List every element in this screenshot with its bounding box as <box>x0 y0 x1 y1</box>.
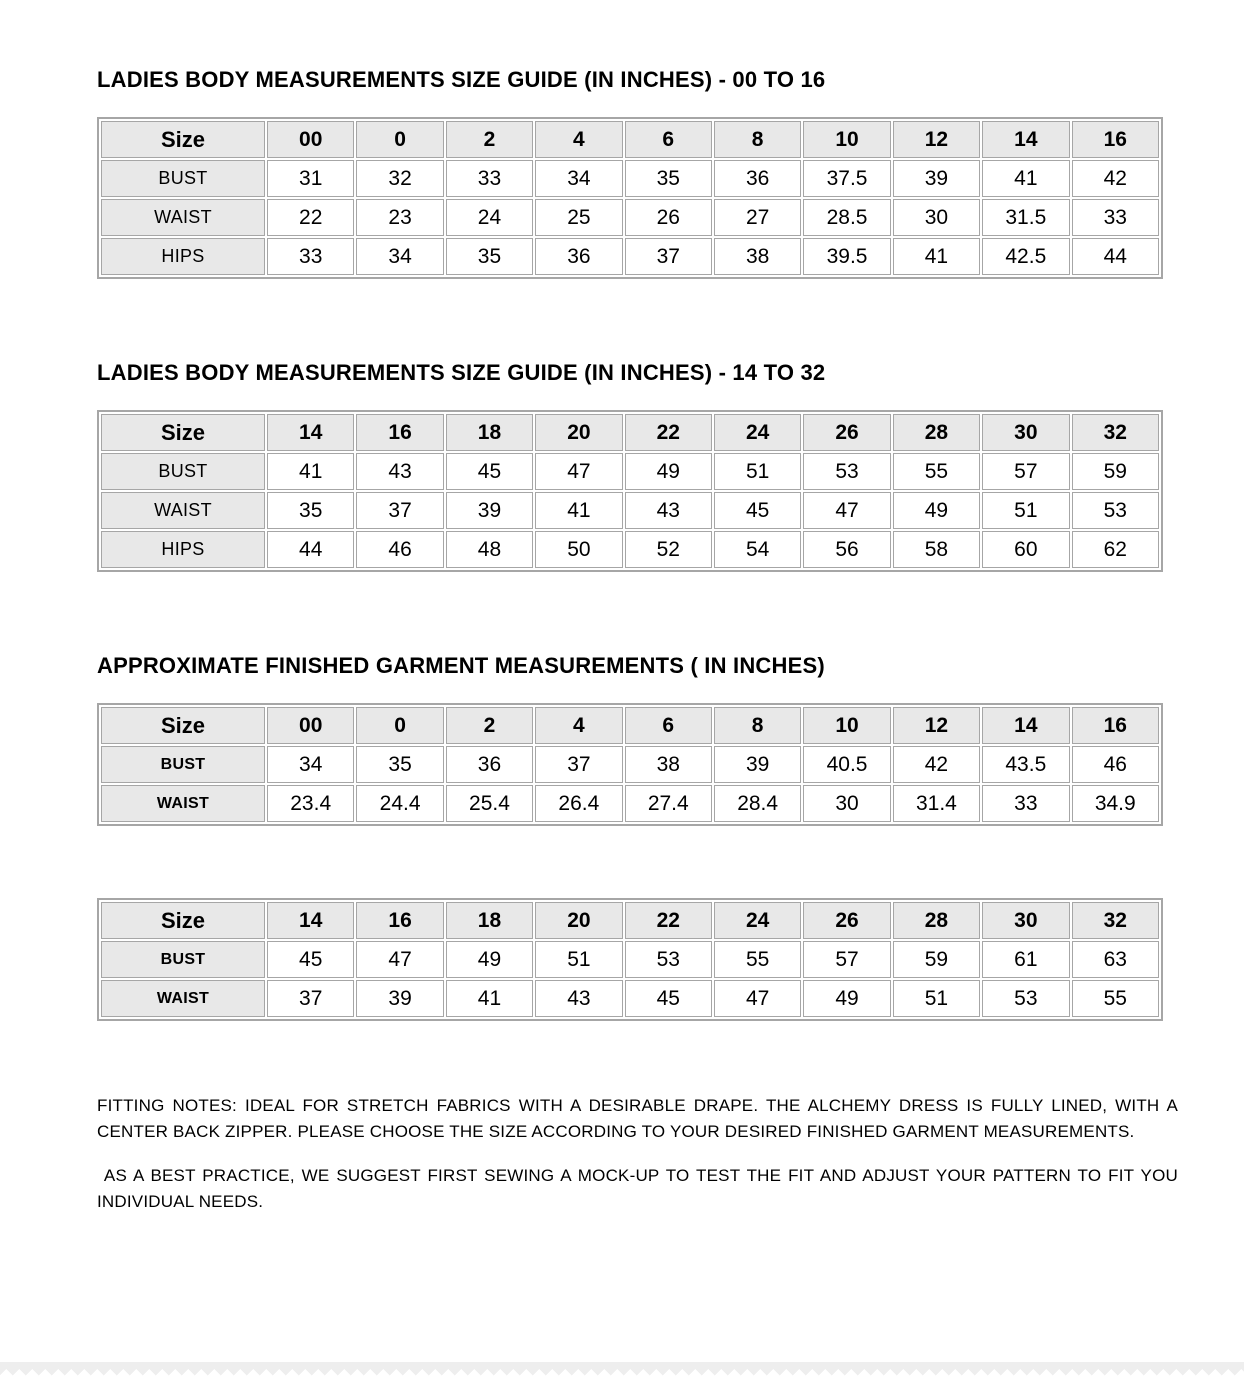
measurement-cell: 47 <box>803 492 890 529</box>
size-column-header: 26 <box>803 902 890 939</box>
measurement-cell: 45 <box>714 492 801 529</box>
measurement-cell: 42 <box>893 746 980 783</box>
measurement-cell: 43 <box>625 492 712 529</box>
measurement-cell: 34 <box>535 160 622 197</box>
size-column-header: 30 <box>982 902 1069 939</box>
size-column-header: 8 <box>714 707 801 744</box>
measurement-cell: 37 <box>356 492 443 529</box>
measurement-cell: 34.9 <box>1072 785 1159 822</box>
measurement-cell: 49 <box>893 492 980 529</box>
measurement-cell: 25.4 <box>446 785 533 822</box>
measurement-cell: 43 <box>356 453 443 490</box>
size-column-header: 0 <box>356 121 443 158</box>
measurement-cell: 43 <box>535 980 622 1017</box>
measurement-cell: 38 <box>714 238 801 275</box>
size-column-header: 26 <box>803 414 890 451</box>
measurement-cell: 26 <box>625 199 712 236</box>
measurement-cell: 34 <box>267 746 354 783</box>
measurement-cell: 51 <box>714 453 801 490</box>
measurement-cell: 26.4 <box>535 785 622 822</box>
row-label: HIPS <box>101 238 265 275</box>
measurement-cell: 41 <box>535 492 622 529</box>
measurement-cell: 27 <box>714 199 801 236</box>
size-column-header: 14 <box>982 707 1069 744</box>
measurement-cell: 45 <box>267 941 354 978</box>
size-column-header: 10 <box>803 121 890 158</box>
measurement-cell: 30 <box>893 199 980 236</box>
measurement-cell: 57 <box>982 453 1069 490</box>
size-header-cell: Size <box>101 414 265 451</box>
row-label: BUST <box>101 746 265 783</box>
measurement-cell: 41 <box>982 160 1069 197</box>
measurement-cell: 58 <box>893 531 980 568</box>
table-row <box>101 199 1159 236</box>
size-column-header: 16 <box>1072 707 1159 744</box>
measurement-cell: 33 <box>446 160 533 197</box>
row-label: BUST <box>101 453 265 490</box>
size-column-header: 28 <box>893 414 980 451</box>
size-column-header: 12 <box>893 121 980 158</box>
table-row <box>101 746 1159 783</box>
measurement-cell: 37 <box>625 238 712 275</box>
measurement-cell: 46 <box>1072 746 1159 783</box>
size-column-header: 00 <box>267 121 354 158</box>
measurement-cell: 39.5 <box>803 238 890 275</box>
row-label: HIPS <box>101 531 265 568</box>
size-column-header: 12 <box>893 707 980 744</box>
size-column-header: 18 <box>446 902 533 939</box>
size-column-header: 0 <box>356 707 443 744</box>
size-table-body-00-16 <box>97 117 1163 279</box>
measurement-cell: 38 <box>625 746 712 783</box>
table-row <box>101 785 1159 822</box>
size-column-header: 24 <box>714 902 801 939</box>
row-label: WAIST <box>101 980 265 1017</box>
measurement-cell: 48 <box>446 531 533 568</box>
measurement-cell: 41 <box>267 453 354 490</box>
table-row <box>101 531 1159 568</box>
size-table-body-14-32 <box>97 410 1163 572</box>
measurement-cell: 31 <box>267 160 354 197</box>
measurement-cell: 53 <box>625 941 712 978</box>
size-column-header: 2 <box>446 121 533 158</box>
size-column-header: 18 <box>446 414 533 451</box>
measurement-cell: 35 <box>625 160 712 197</box>
measurement-cell: 51 <box>982 492 1069 529</box>
measurement-cell: 35 <box>267 492 354 529</box>
table-row <box>101 160 1159 197</box>
size-column-header: 6 <box>625 121 712 158</box>
measurement-cell: 59 <box>1072 453 1159 490</box>
section-title-body-00-16: LADIES BODY MEASUREMENTS SIZE GUIDE (IN INCHES) - 00 TO 16 <box>97 67 826 92</box>
measurement-cell: 36 <box>714 160 801 197</box>
measurement-cell: 23 <box>356 199 443 236</box>
measurement-cell: 33 <box>982 785 1069 822</box>
size-column-header: 16 <box>1072 121 1159 158</box>
measurement-cell: 61 <box>982 941 1069 978</box>
row-label: WAIST <box>101 199 265 236</box>
size-column-header: 24 <box>714 414 801 451</box>
measurement-cell: 56 <box>803 531 890 568</box>
size-header-cell: Size <box>101 707 265 744</box>
table-row <box>101 238 1159 275</box>
size-column-header: 20 <box>535 902 622 939</box>
size-table-finished-14-32 <box>97 898 1163 1021</box>
measurement-cell: 36 <box>446 746 533 783</box>
size-column-header: 10 <box>803 707 890 744</box>
size-column-header: 14 <box>982 121 1069 158</box>
measurement-cell: 35 <box>356 746 443 783</box>
measurement-cell: 35 <box>446 238 533 275</box>
table-header-row <box>101 414 1159 451</box>
measurement-cell: 52 <box>625 531 712 568</box>
measurement-cell: 34 <box>356 238 443 275</box>
measurement-cell: 50 <box>535 531 622 568</box>
measurement-cell: 42 <box>1072 160 1159 197</box>
size-column-header: 6 <box>625 707 712 744</box>
table-row <box>101 941 1159 978</box>
measurement-cell: 42.5 <box>982 238 1069 275</box>
measurement-cell: 45 <box>625 980 712 1017</box>
measurement-cell: 23.4 <box>267 785 354 822</box>
size-column-header: 2 <box>446 707 533 744</box>
size-column-header: 8 <box>714 121 801 158</box>
table-row <box>101 492 1159 529</box>
fitting-notes: FITTING NOTES: IDEAL FOR STRETCH FABRICS WITH A DESIRABLE DRAPE. THE ALCHEMY DRESS IS FULLY LINED, WITH A CENTER BACK ZIPPER. PLEASE CHOOSE THE SIZE ACCORDING TO YOUR DESIRED FINISHED GARMENT MEASUREMENTS. <box>97 1096 1183 1141</box>
measurement-cell: 51 <box>535 941 622 978</box>
measurement-cell: 47 <box>356 941 443 978</box>
measurement-cell: 51 <box>893 980 980 1017</box>
measurement-cell: 37 <box>535 746 622 783</box>
table-header-row <box>101 121 1159 158</box>
measurement-cell: 53 <box>803 453 890 490</box>
size-column-header: 16 <box>356 414 443 451</box>
measurement-cell: 39 <box>446 492 533 529</box>
measurement-cell: 41 <box>446 980 533 1017</box>
measurement-cell: 39 <box>893 160 980 197</box>
measurement-cell: 60 <box>982 531 1069 568</box>
size-column-header: 4 <box>535 121 622 158</box>
measurement-cell: 40.5 <box>803 746 890 783</box>
table-header-row <box>101 902 1159 939</box>
measurement-cell: 28.5 <box>803 199 890 236</box>
size-column-header: 14 <box>267 414 354 451</box>
measurement-cell: 57 <box>803 941 890 978</box>
size-header-cell: Size <box>101 902 265 939</box>
row-label: WAIST <box>101 492 265 529</box>
measurement-cell: 30 <box>803 785 890 822</box>
measurement-cell: 33 <box>267 238 354 275</box>
measurement-cell: 31.5 <box>982 199 1069 236</box>
measurement-cell: 55 <box>1072 980 1159 1017</box>
size-column-header: 32 <box>1072 902 1159 939</box>
measurement-cell: 24 <box>446 199 533 236</box>
measurement-cell: 41 <box>893 238 980 275</box>
table-row <box>101 453 1159 490</box>
measurement-cell: 44 <box>267 531 354 568</box>
measurement-cell: 53 <box>1072 492 1159 529</box>
measurement-cell: 43.5 <box>982 746 1069 783</box>
size-column-header: 00 <box>267 707 354 744</box>
measurement-cell: 63 <box>1072 941 1159 978</box>
size-column-header: 28 <box>893 902 980 939</box>
table-header-row <box>101 707 1159 744</box>
size-column-header: 22 <box>625 414 712 451</box>
size-column-header: 14 <box>267 902 354 939</box>
measurement-cell: 24.4 <box>356 785 443 822</box>
measurement-cell: 33 <box>1072 199 1159 236</box>
measurement-cell: 47 <box>535 453 622 490</box>
measurement-cell: 53 <box>982 980 1069 1017</box>
measurement-cell: 59 <box>893 941 980 978</box>
measurement-cell: 49 <box>625 453 712 490</box>
size-column-header: 22 <box>625 902 712 939</box>
measurement-cell: 36 <box>535 238 622 275</box>
measurement-cell: 22 <box>267 199 354 236</box>
measurement-cell: 62 <box>1072 531 1159 568</box>
measurement-cell: 28.4 <box>714 785 801 822</box>
measurement-cell: 32 <box>356 160 443 197</box>
size-column-header: 16 <box>356 902 443 939</box>
best-practice-note: AS A BEST PRACTICE, WE SUGGEST FIRST SEWING A MOCK-UP TO TEST THE FIT AND ADJUST YOUR PATTERN TO FIT YOU INDIVIDUAL NEEDS. <box>97 1166 1183 1211</box>
measurement-cell: 39 <box>714 746 801 783</box>
measurement-cell: 46 <box>356 531 443 568</box>
measurement-cell: 49 <box>803 980 890 1017</box>
section-title-body-14-32: LADIES BODY MEASUREMENTS SIZE GUIDE (IN INCHES) - 14 TO 32 <box>97 360 826 385</box>
size-column-header: 30 <box>982 414 1069 451</box>
measurement-cell: 27.4 <box>625 785 712 822</box>
measurement-cell: 31.4 <box>893 785 980 822</box>
section-title-finished-garment: APPROXIMATE FINISHED GARMENT MEASUREMENTS ( IN INCHES) <box>97 653 825 678</box>
size-column-header: 20 <box>535 414 622 451</box>
size-column-header: 4 <box>535 707 622 744</box>
size-column-header: 32 <box>1072 414 1159 451</box>
row-label: BUST <box>101 941 265 978</box>
measurement-cell: 54 <box>714 531 801 568</box>
size-table-finished-00-16 <box>97 703 1163 826</box>
measurement-cell: 37.5 <box>803 160 890 197</box>
table-row <box>101 980 1159 1017</box>
row-label: BUST <box>101 160 265 197</box>
row-label: WAIST <box>101 785 265 822</box>
measurement-cell: 44 <box>1072 238 1159 275</box>
measurement-cell: 49 <box>446 941 533 978</box>
measurement-cell: 37 <box>267 980 354 1017</box>
measurement-cell: 55 <box>893 453 980 490</box>
torn-edge-decoration <box>0 1362 1244 1376</box>
measurement-cell: 39 <box>356 980 443 1017</box>
measurement-cell: 47 <box>714 980 801 1017</box>
measurement-cell: 55 <box>714 941 801 978</box>
measurement-cell: 25 <box>535 199 622 236</box>
measurement-cell: 45 <box>446 453 533 490</box>
size-header-cell: Size <box>101 121 265 158</box>
